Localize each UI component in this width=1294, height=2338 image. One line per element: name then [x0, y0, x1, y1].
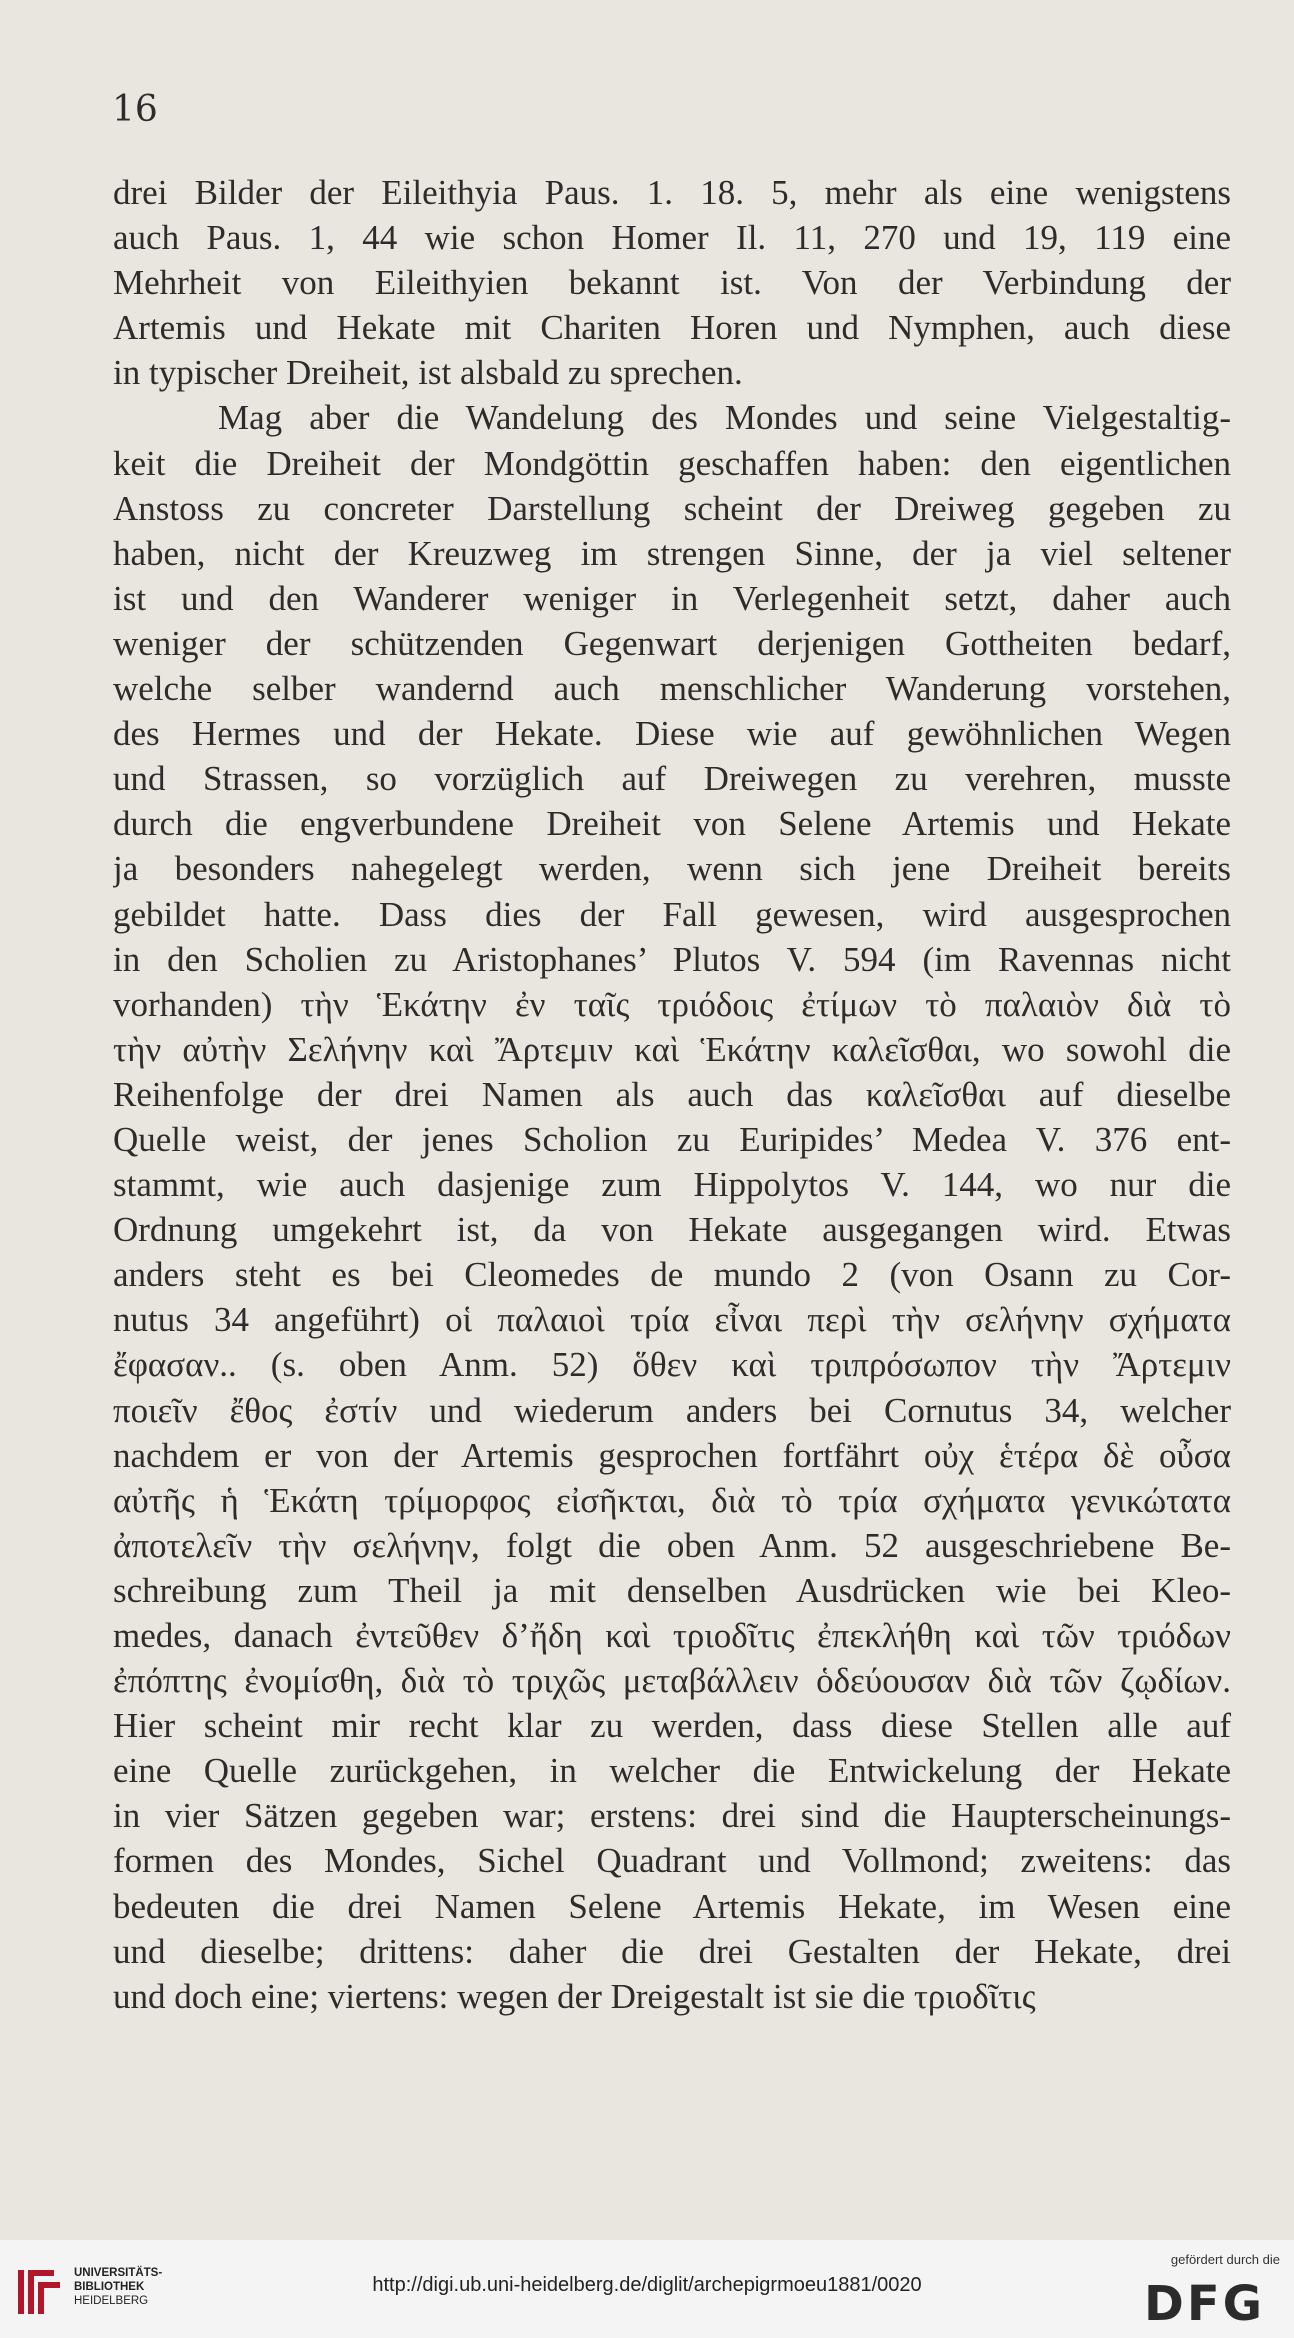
text-line: und Strassen, so vorzüglich auf Dreiwegen zu verehren, musste	[113, 759, 1231, 799]
text-line: eine Quelle zurückgehen, in welcher die Entwickelung der Hekate	[113, 1751, 1231, 1791]
text-line: nutus 34 angeführt) οἱ παλαιοὶ τρία εἶναι περὶ τὴν σελήνην σχήματα	[113, 1300, 1231, 1340]
library-emblem-icon	[14, 2260, 68, 2322]
text-line: Quelle weist, der jenes Scholion zu Euripides’ Medea V. 376 ent-	[113, 1119, 1231, 1159]
text-line: durch die engverbundene Dreiheit von Selene Artemis und Hekate	[113, 804, 1231, 844]
page-number: 16	[112, 89, 158, 130]
text-line: in typischer Dreiheit, ist alsbald zu sprechen.	[113, 353, 743, 393]
text-line: und doch eine; viertens: wegen der Dreigestalt ist sie die τριοδῖτις	[113, 1976, 1036, 2016]
text-line: Reihenfolge der drei Namen als auch das καλεῖσθαι auf dieselbe	[113, 1074, 1231, 1114]
text-line: anders steht es bei Cleomedes de mundo 2 (von Osann zu Cor-	[113, 1255, 1231, 1295]
text-line: Anstoss zu concreter Darstellung scheint der Dreiweg gegeben zu	[113, 488, 1231, 528]
sponsor-block[interactable]	[1130, 2252, 1284, 2332]
text-line: Hier scheint mir recht klar zu werden, dass diese Stellen alle auf	[113, 1706, 1231, 1746]
text-line: in vier Sätzen gegeben war; erstens: drei sind die Haupterscheinungs-	[113, 1796, 1231, 1836]
text-line: medes, danach ἐντεῦθεν δ’ἤδη καὶ τριοδῖτις ἐπεκλήθη καὶ τῶν τριόδων	[113, 1616, 1231, 1655]
body-text	[113, 170, 1231, 2019]
text-line: bedeuten die drei Namen Selene Artemis Hekate, im Wesen eine	[113, 1886, 1231, 1926]
text-line: Artemis und Hekate mit Chariten Horen und Nymphen, auch diese	[113, 308, 1231, 348]
text-line: haben, nicht der Kreuzweg im strengen Sinne, der ja viel seltener	[113, 533, 1231, 573]
text-line: keit die Dreiheit der Mondgöttin geschaffen haben: den eigentlichen	[113, 443, 1231, 483]
text-line: gebildet hatte. Dass dies der Fall gewesen, wird ausgesprochen	[113, 894, 1231, 934]
dfg-logo: DFG	[1144, 2276, 1266, 2332]
text-line: stammt, wie auch dasjenige zum Hippolytos V. 144, wo nur die	[113, 1165, 1231, 1205]
text-line: und dieselbe; drittens: daher die drei Gestalten der Hekate, drei	[113, 1931, 1231, 1971]
text-line: Mehrheit von Eileithyien bekannt ist. Von der Verbindung der	[113, 263, 1231, 303]
sponsor-note: gefördert durch die	[1170, 2252, 1280, 2267]
text-line: welche selber wandernd auch menschlicher Wanderung vorstehen,	[113, 669, 1231, 709]
text-line: auch Paus. 1, 44 wie schon Homer Il. 11, 270 und 19, 119 eine	[113, 218, 1231, 258]
text-line: des Hermes und der Hekate. Diese wie auf gewöhnlichen Wegen	[113, 714, 1231, 754]
text-line: ἀποτελεῖν τὴν σελήνην, folgt die oben Anm. 52 ausgeschriebene Be-	[113, 1525, 1231, 1565]
text-line: weniger der schützenden Gegenwart derjenigen Gottheiten bedarf,	[113, 623, 1231, 663]
permalink-url[interactable]: http://digi.ub.uni-heidelberg.de/diglit/archepigrmoeu1881/0020	[372, 2274, 922, 2296]
text-line: formen des Mondes, Sichel Quadrant und Vollmond; zweitens: das	[113, 1841, 1231, 1881]
text-line: τὴν αὐτὴν Σελήνην καὶ Ἄρτεμιν καὶ Ἑκάτην καλεῖσθαι, wo sowohl die	[113, 1029, 1231, 1069]
text-line: ἔφασαν.. (s. oben Anm. 52) ὅθεν καὶ τριπρόσωπον τὴν Ἄρτεμιν	[113, 1345, 1231, 1385]
text-line: Mag aber die Wandelung des Mondes und seine Vielgestaltig-	[218, 398, 1231, 438]
text-line: vorhanden) τὴν Ἑκάτην ἐν ταῖς τριόδοις ἐτίμων τὸ παλαιὸν διὰ τὸ	[113, 984, 1231, 1024]
viewer-footer	[0, 2240, 1294, 2338]
text-line: schreibung zum Theil ja mit denselben Ausdrücken wie bei Kleo-	[113, 1570, 1231, 1610]
university-library-logo[interactable]	[14, 2260, 174, 2322]
text-line: nachdem er von der Artemis gesprochen fortfährt οὐχ ἑτέρα δὲ οὖσα	[113, 1435, 1231, 1475]
text-line: drei Bilder der Eileithyia Paus. 1. 18. 5, mehr als eine wenigstens	[113, 173, 1231, 212]
text-line: Ordnung umgekehrt ist, da von Hekate ausgegangen wird. Etwas	[113, 1210, 1231, 1250]
text-line: ist und den Wanderer weniger in Verlegenheit setzt, daher auch	[113, 578, 1231, 618]
text-line: in den Scholien zu Aristophanes’ Plutos V. 594 (im Ravennas nicht	[113, 939, 1231, 979]
library-name: UNIVERSITÄTS- BIBLIOTHEK HEIDELBERG	[74, 2267, 163, 2307]
text-line: αὐτῆς ἡ Ἑκάτη τρίμορφος εἰσῆκται, διὰ τὸ τρία σχήματα γενικώτατα	[113, 1480, 1231, 1520]
text-line: ποιεῖν ἔθος ἐστίν und wiederum anders bei Cornutus 34, welcher	[113, 1390, 1231, 1430]
text-line: ἐπόπτης ἐνομίσθη, διὰ τὸ τριχῶς μεταβάλλειν ὁδεύουσαν διὰ τῶν ζῳδίων.	[113, 1661, 1231, 1701]
text-line: ja besonders nahegelegt werden, wenn sich jene Dreiheit bereits	[113, 849, 1231, 889]
